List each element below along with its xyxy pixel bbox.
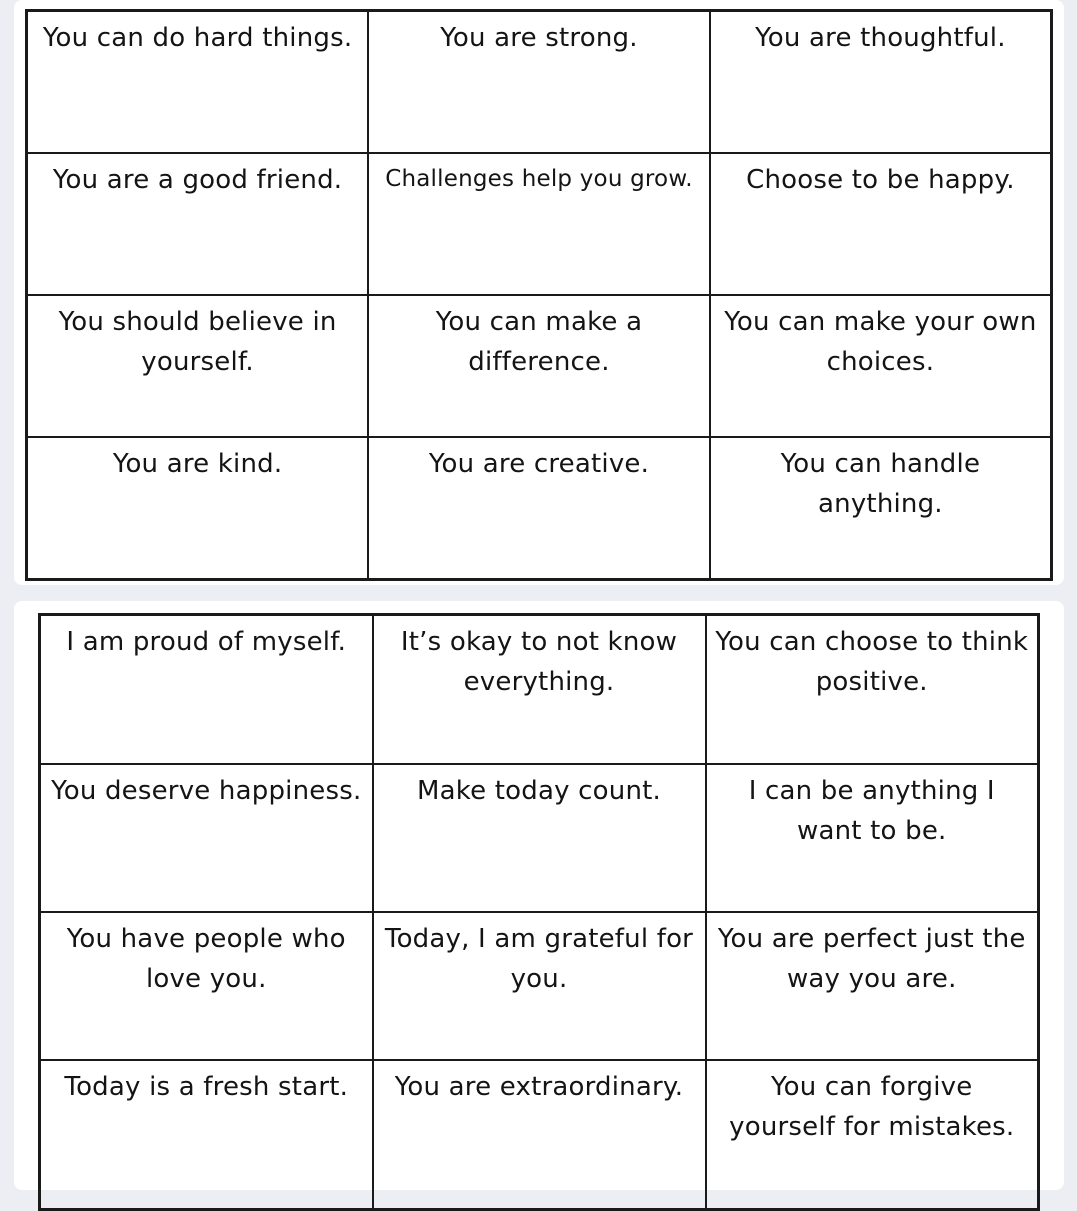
affirmation-cell: I can be anything I want to be. [706, 764, 1039, 912]
table-row [40, 764, 1039, 912]
table-row [40, 615, 1039, 764]
affirmation-sheet-1 [14, 0, 1064, 585]
affirmation-cell: You can forgive yourself for mistakes. [706, 1060, 1039, 1209]
affirmation-cell: You should believe in yourself. [27, 295, 369, 437]
affirmation-cell: It’s okay to not know everything. [373, 615, 706, 764]
affirmation-cell: You are thoughtful. [710, 11, 1052, 154]
affirmation-cell: You can do hard things. [27, 11, 369, 154]
affirmation-cell: You are kind. [27, 437, 369, 580]
affirmation-cell: Today, I am grateful for you. [373, 912, 706, 1060]
table-row [27, 11, 1052, 154]
affirmation-cell: Make today count. [373, 764, 706, 912]
affirmation-cell: You are perfect just the way you are. [706, 912, 1039, 1060]
affirmation-cell: You are extraordinary. [373, 1060, 706, 1209]
affirmation-cell: Today is a fresh start. [40, 1060, 373, 1209]
affirmation-cell: Challenges help you grow. [368, 153, 710, 295]
table-row [40, 912, 1039, 1060]
affirmation-cell: You are creative. [368, 437, 710, 580]
affirmation-cell: You have people who love you. [40, 912, 373, 1060]
affirmation-sheet-2 [14, 601, 1064, 1190]
affirmation-cell: You can choose to think positive. [706, 615, 1039, 764]
affirmation-cell: Choose to be happy. [710, 153, 1052, 295]
table-row [40, 1060, 1039, 1209]
affirmation-cell: You are a good friend. [27, 153, 369, 295]
affirmation-cell: I am proud of myself. [40, 615, 373, 764]
affirmation-grid-2 [38, 613, 1040, 1211]
affirmation-cell: You can make a difference. [368, 295, 710, 437]
table-row [27, 437, 1052, 580]
affirmation-grid-1 [25, 9, 1053, 581]
affirmation-cell: You can handle anything. [710, 437, 1052, 580]
table-row [27, 153, 1052, 295]
affirmation-cell: You deserve happiness. [40, 764, 373, 912]
table-row [27, 295, 1052, 437]
affirmation-cell: You can make your own choices. [710, 295, 1052, 437]
affirmation-cell: You are strong. [368, 11, 710, 154]
